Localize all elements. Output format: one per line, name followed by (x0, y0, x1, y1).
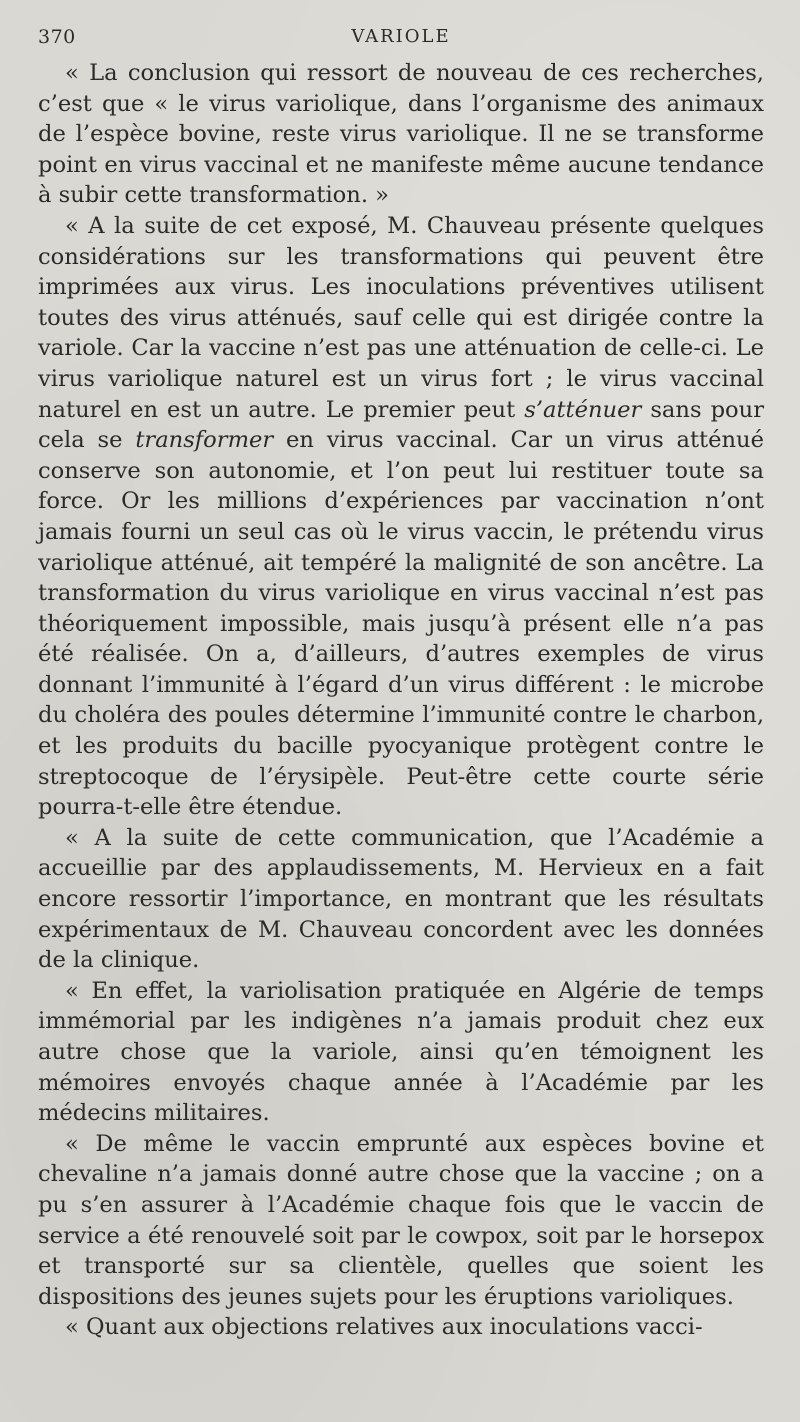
paragraph-hervieux: « A la suite de cette communication, que l’Académie a accueillie par des applaudissements, M. Hervieux en a fait encore ressortir l’importance, en montrant que les résultats expérimentaux de M. Chauveau concordent avec les données de la clinique. (38, 824, 764, 974)
paragraph-text-part: en virus vaccinal. Car un virus atténué conserve son autonomie, et l’on peut lui restituer toute sa force. Or les millions d’expériences par vaccination n’ont jamais fourni un seul cas où le virus vaccin, le prétendu virus variolique atténué, ait tempéré la malignité de son ancêtre. La transformation du virus variolique en virus vaccinal n’est pas théoriquement impossible, mais jusqu’à présent elle n’a pas été réalisée. On a, d’ailleurs, d’autres exemples de virus donnant l’immunité à l’égard d’un virus différent : le microbe du choléra des poules détermine l’immunité contre le charbon, et les produits du bacille pyocyanique protègent contre le streptocoque de l’érysipèle. Peut-être cette courte série pourra-t-elle être étendue. (38, 427, 764, 821)
paragraph-conclusion: « La conclusion qui ressort de nouveau de ces recherches, c’est que « le virus variolique, dans l’organisme des animaux de l’espèce bovine, reste virus variolique. Il ne se transforme point en virus vaccinal et ne manifeste même aucune tendance à subir cette transformation. » (38, 60, 764, 209)
page-number: 370 (38, 26, 76, 48)
paragraph-objections: « Quant aux objections relatives aux inoculations vacci- (65, 1314, 703, 1341)
paragraph-text-part: sans pour cela se (38, 396, 764, 454)
italic-term-transformer: transformer (135, 427, 274, 454)
paragraph-chauveau-considerations (38, 211, 764, 823)
paragraph-algerie: « En effet, la variolisation pratiquée en Algérie de temps immémorial par les indigènes n’a jamais produit chez eux autre chose que la variole, ainsi qu’en témoignent les mémoires envoyés chaque année à l’Académie par les médecins militaires. (38, 977, 764, 1127)
running-head: VARIOLE (351, 26, 451, 47)
paragraph-text-part: « A la suite de cet exposé, M. Chauveau présente quelques considérations sur les transformations qui peuvent être imprimées aux virus. Les inoculations préventives utilisent toutes des virus atténués, sauf celle qui est dirigée contre la variole. Car la vaccine n’est pas une atténuation de celle-ci. Le virus variolique naturel est un virus fort ; le virus vaccinal naturel en est un autre. Le premier peut (38, 212, 764, 423)
paragraph-vaccin-bovine: « De même le vaccin emprunté aux espèces bovine et chevaline n’a jamais donné autre chose que la vaccine ; on a pu s’en assurer à l’Académie chaque fois que le vaccin de service a été renouvelé soit par le cowpox, soit par le horsepox et transporté sur sa clientèle, quelles que soient les dispositions des jeunes sujets pour les éruptions varioliques. (38, 1130, 764, 1310)
page-header (38, 22, 764, 52)
body-text (38, 58, 764, 1343)
italic-term-attenuer: s’atténuer (524, 396, 642, 423)
